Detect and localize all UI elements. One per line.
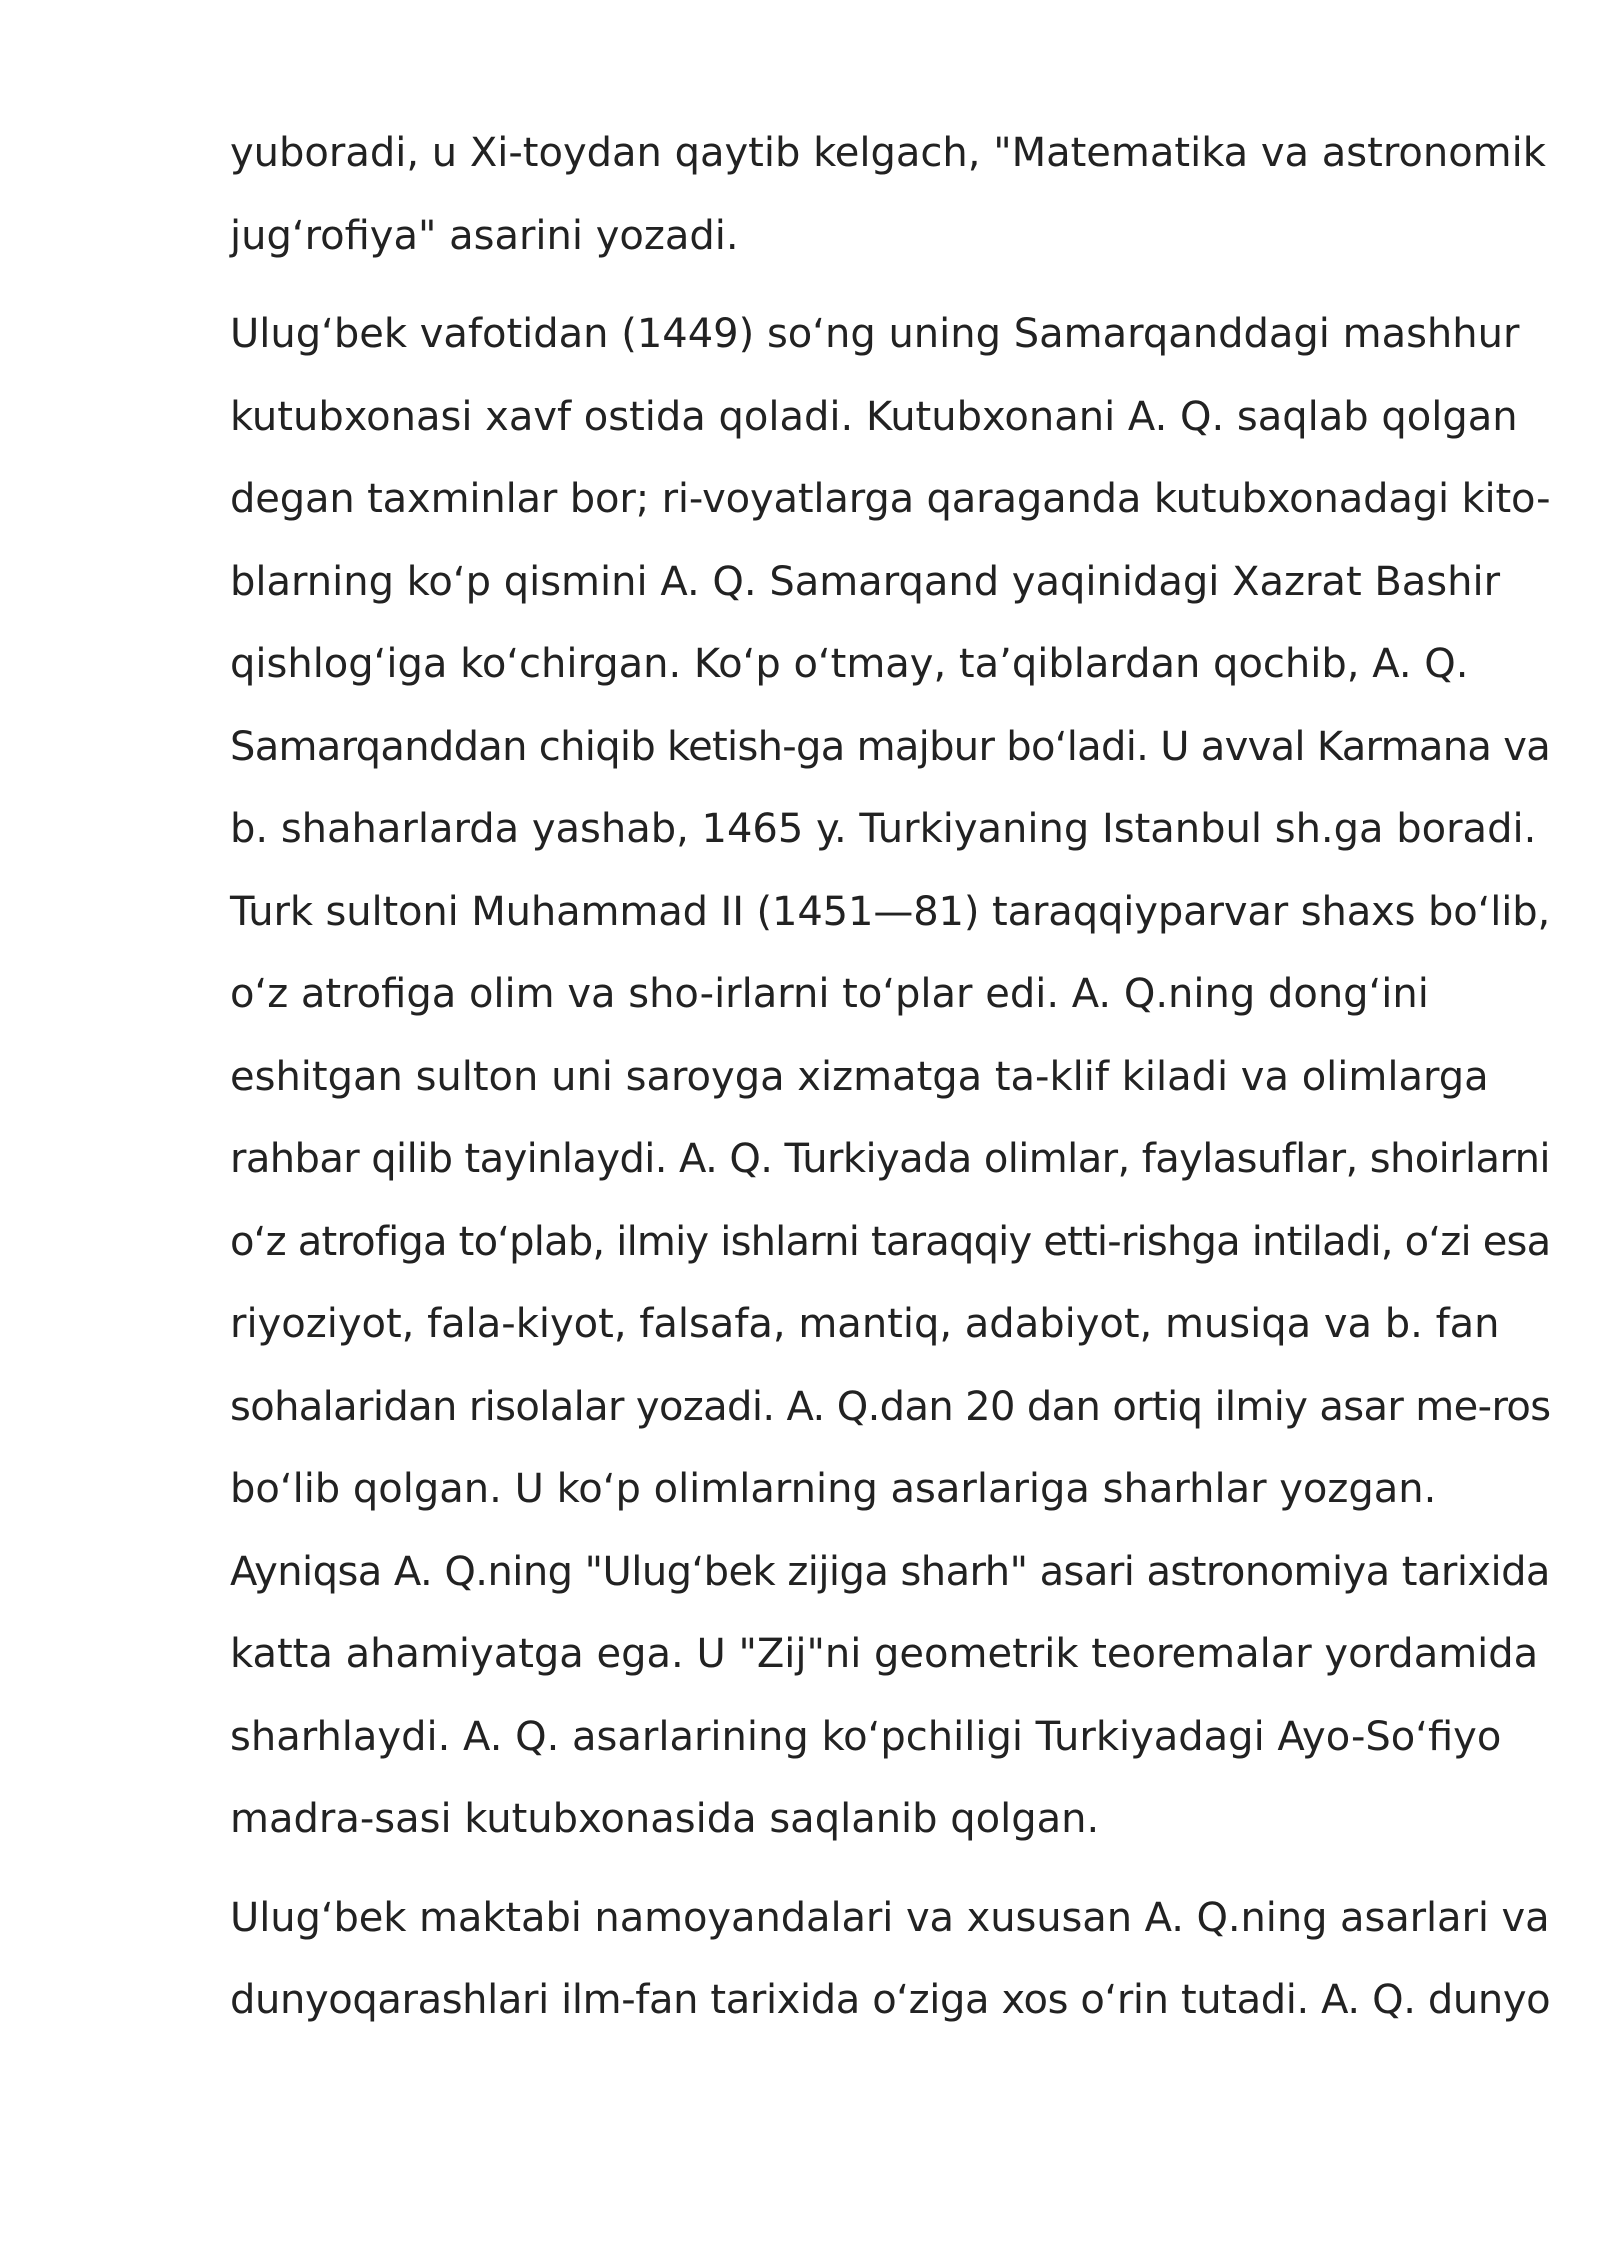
paragraph-3: [230, 1877, 1550, 2042]
text-line: yuboradi, u Xi-toydan qaytib kelgach, "Matematika va astronomik: [230, 130, 1546, 176]
text-line: madra-sasi kutubxonasida saqlanib qolgan.: [230, 1796, 1100, 1842]
text-line: degan taxminlar bor; ri-voyatlarga qaraganda kutubxonadagi kito-: [230, 476, 1551, 522]
text-line: katta ahamiyatga ega. U "Zij"ni geometrik teoremalar yordamida: [230, 1631, 1539, 1677]
text-line: kutubxonasi xavf ostida qoladi. Kutubxonani A. Q. saqlab qolgan: [230, 393, 1518, 440]
text-line: bo‘lib qolgan. U ko‘p olimlarning asarlariga sharhlar yozgan.: [230, 1466, 1437, 1512]
paragraph-1: [230, 112, 1550, 277]
text-line: Ulug‘bek maktabi namoyandalari va xususan A. Q.ning asarlari va: [230, 1894, 1550, 1941]
text-line: o‘z atrofiga to‘plab, ilmiy ishlarni taraqqiy etti-rishga intiladi, o‘zi esa: [230, 1218, 1551, 1265]
text-line: jug‘rofiya" asarini yozadi.: [230, 212, 739, 259]
text-line: qishlog‘iga ko‘chirgan. Ko‘p o‘tmay, ta’qiblardan qochib, A. Q.: [230, 641, 1469, 687]
text-line: dunyoqarashlari ilm-fan tarixida o‘ziga xos o‘rin tutadi. A. Q. dunyo: [230, 1977, 1551, 2023]
paragraph-spacer: [230, 277, 1550, 293]
text-line: eshitgan sulton uni saroyga xizmatga ta-klif kiladi va olimlarga: [230, 1053, 1489, 1100]
text-line: sohalaridan risolalar yozadi. A. Q.dan 20 dan ortiq ilmiy asar me-ros: [230, 1383, 1551, 1430]
text-line: Turk sultoni Muhammad II (1451—81) taraqqiyparvar shaxs bo‘lib,: [230, 888, 1551, 935]
text-line: sharhlaydi. A. Q. asarlarining ko‘pchiligi Turkiyadagi Ayo-So‘fiyo: [230, 1713, 1502, 1760]
text-line: Samarqanddan chiqib ketish-ga majbur bo‘ladi. U avval Karmana va: [230, 723, 1551, 770]
text-line: b. shaharlarda yashab, 1465 y. Turkiyaning Istanbul sh.ga boradi.: [230, 806, 1537, 852]
paragraph-spacer: [230, 1861, 1550, 1877]
text-line: rahbar qilib tayinlaydi. A. Q. Turkiyada olimlar, faylasuflar, shoirlarni: [230, 1136, 1550, 1182]
document-page: [230, 112, 1550, 2042]
text-line: Ulug‘bek vafotidan (1449) so‘ng uning Samarqanddagi mashhur: [230, 311, 1520, 357]
text-line: Ayniqsa A. Q.ning "Ulug‘bek zijiga sharh" asari astronomiya tarixida: [230, 1548, 1550, 1595]
text-line: blarning ko‘p qismini A. Q. Samarqand yaqinidagi Xazrat Bashir: [230, 558, 1501, 605]
paragraph-2: [230, 293, 1550, 1861]
text-line: o‘z atrofiga olim va sho-irlarni to‘plar edi. A. Q.ning dong‘ini: [230, 971, 1429, 1017]
text-line: riyoziyot, fala-kiyot, falsafa, mantiq, adabiyot, musiqa va b. fan: [230, 1301, 1500, 1347]
